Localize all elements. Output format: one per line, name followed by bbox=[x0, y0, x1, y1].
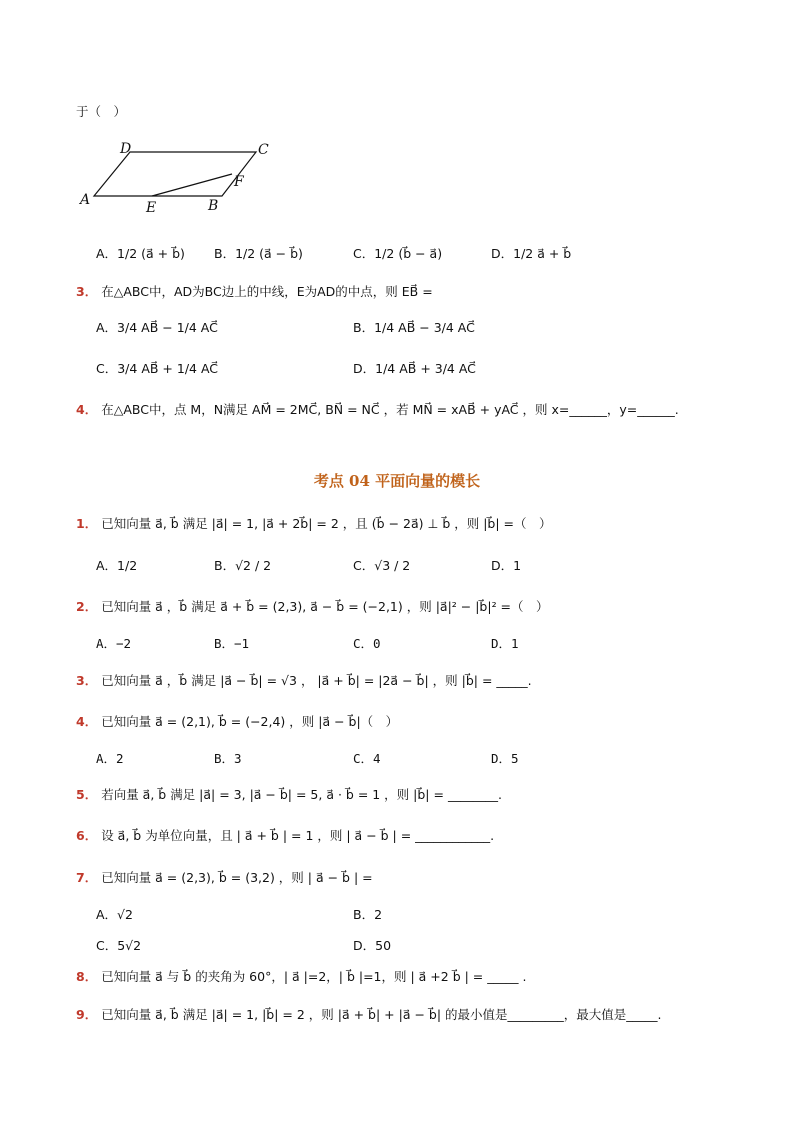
question-number: 7． bbox=[76, 870, 98, 885]
question-s2 bbox=[76, 597, 549, 615]
question-stem: 已知向量 a⃗ ，b⃗ 满足 a⃗ + b⃗ = (2,3), a⃗ − b⃗ = (−2,1) ，则 |a⃗|² − |b⃗|² =（ ） bbox=[101, 599, 549, 614]
question-number: 4． bbox=[76, 714, 98, 729]
option-b: B．1/2 (a⃗ − b⃗) bbox=[214, 246, 303, 261]
s7-option-c: C．5√2 bbox=[96, 938, 142, 953]
question-number: 4． bbox=[76, 402, 98, 417]
question-s7 bbox=[76, 868, 373, 886]
s4-option-b: B．3 bbox=[214, 751, 242, 766]
question-number: 9． bbox=[76, 1007, 98, 1022]
option-a: A．1/2 (a⃗ + b⃗) bbox=[96, 246, 185, 261]
question-stem: 若向量 a⃗, b⃗ 满足 |a⃗| = 3, |a⃗ − b⃗| = 5, a⃗ · b⃗ = 1 ，则 |b⃗| = ________. bbox=[101, 787, 502, 802]
option-d: D．1/2 a⃗ + b⃗ bbox=[491, 246, 572, 261]
question-s6 bbox=[76, 826, 494, 844]
label-C: C bbox=[258, 142, 269, 158]
question-s4 bbox=[76, 712, 398, 730]
label-E: E bbox=[146, 200, 157, 216]
question-4 bbox=[76, 400, 679, 418]
question-stem: 已知向量 a⃗ 与 b⃗ 的夹角为 60°，| a⃗ |=2，| b⃗ |=1，则 | a⃗ +2 b⃗ | = _____ . bbox=[101, 969, 527, 984]
question-3 bbox=[76, 282, 433, 300]
question-stem: 已知向量 a⃗, b⃗ 满足 |a⃗| = 1, |b⃗| = 2 ，则 |a⃗ + b⃗| + |a⃗ − b⃗| 的最小值是_________，最大值是_____. bbox=[101, 1007, 662, 1022]
question-number: 8． bbox=[76, 969, 98, 984]
question-number: 2． bbox=[76, 599, 98, 614]
s1-option-a: A．1/2 bbox=[96, 558, 138, 573]
q3-option-c: C．3/4 AB⃗ + 1/4 AC⃗ bbox=[96, 361, 219, 376]
question-stem: 已知向量 a⃗, b⃗ 满足 |a⃗| = 1, |a⃗ + 2b⃗| = 2 ，且 (b⃗ − 2a⃗) ⊥ b⃗ ，则 |b⃗| =（ ） bbox=[101, 516, 552, 531]
question-s5 bbox=[76, 785, 502, 803]
label-A: A bbox=[80, 192, 91, 208]
question-stem-tail: 于（ ） bbox=[76, 104, 127, 119]
segment-EF bbox=[152, 174, 232, 196]
question-s3 bbox=[76, 671, 532, 689]
question-stem: 在△ABC中，AD为BC边上的中线，E为AD的中点，则 EB⃗ = bbox=[101, 284, 433, 299]
section-title: 考点 04 平面向量的模长 bbox=[313, 472, 481, 490]
label-B: B bbox=[208, 198, 219, 214]
question-stem: 设 a⃗, b⃗ 为单位向量，且 | a⃗ + b⃗ | = 1 ，则 | a⃗ − b⃗ | = ____________. bbox=[101, 828, 495, 843]
question-number: 3． bbox=[76, 673, 98, 688]
question-s1 bbox=[76, 514, 552, 532]
parallelogram-figure bbox=[72, 138, 282, 220]
s4-option-c: C．4 bbox=[353, 751, 381, 766]
label-D: D bbox=[120, 141, 132, 157]
s7-option-d: D．50 bbox=[353, 938, 392, 953]
question-stem: 已知向量 a⃗ = (2,3), b⃗ = (3,2) ，则 | a⃗ − b⃗ | = bbox=[101, 870, 373, 885]
option-c: C．1/2 (b⃗ − a⃗) bbox=[353, 246, 443, 261]
question-s8 bbox=[76, 967, 526, 985]
question-number: 5． bbox=[76, 787, 98, 802]
label-F: F bbox=[234, 174, 244, 190]
question-number: 3． bbox=[76, 284, 98, 299]
s2-option-c: C．0 bbox=[353, 636, 381, 651]
question-stem: 已知向量 a⃗ ，b⃗ 满足 |a⃗ − b⃗| = √3 ， |a⃗ + b⃗| = |2a⃗ − b⃗| ，则 |b⃗| = _____. bbox=[101, 673, 532, 688]
question-s9 bbox=[76, 1005, 662, 1023]
question-number: 1． bbox=[76, 516, 98, 531]
s7-option-b: B．2 bbox=[353, 907, 383, 922]
question-number: 6． bbox=[76, 828, 98, 843]
s2-option-a: A．−2 bbox=[96, 636, 132, 651]
s1-option-c: C．√3 / 2 bbox=[353, 558, 411, 573]
question-stem: 已知向量 a⃗ = (2,1), b⃗ = (−2,4) ，则 |a⃗ − b⃗|（ ） bbox=[101, 714, 399, 729]
q3-option-d: D．1/4 AB⃗ + 3/4 AC⃗ bbox=[353, 361, 476, 376]
s2-option-d: D．1 bbox=[491, 636, 519, 651]
s2-option-b: B．−1 bbox=[214, 636, 250, 651]
s1-option-d: D．1 bbox=[491, 558, 522, 573]
s7-option-a: A．√2 bbox=[96, 907, 133, 922]
question-stem: 在△ABC中，点 M，N满足 AM⃗ = 2MC⃗, BN⃗ = NC⃗ ，若 MN⃗ = xAB⃗ + yAC⃗ ，则 x=______，y=______. bbox=[101, 402, 679, 417]
q3-option-a: A．3/4 AB⃗ − 1/4 AC⃗ bbox=[96, 320, 218, 335]
s4-option-a: A．2 bbox=[96, 751, 124, 766]
s4-option-d: D．5 bbox=[491, 751, 519, 766]
q3-option-b: B．1/4 AB⃗ − 3/4 AC⃗ bbox=[353, 320, 475, 335]
s1-option-b: B．√2 / 2 bbox=[214, 558, 272, 573]
